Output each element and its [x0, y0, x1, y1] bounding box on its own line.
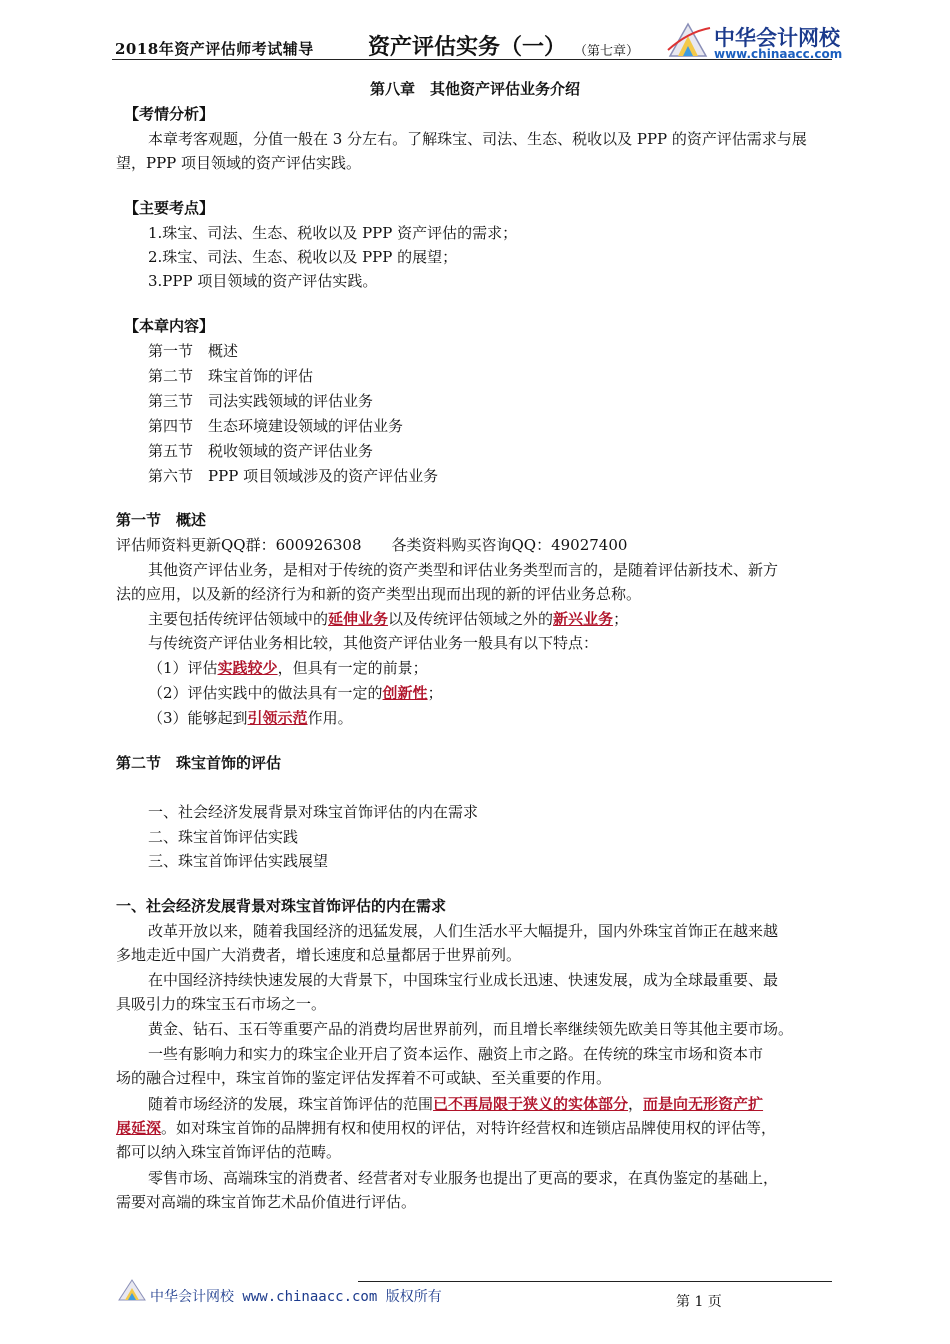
header-chapter-tag: （第七章）: [574, 44, 640, 59]
feature-item-1: （1）评估实践较少，但具有一定的前景；: [148, 659, 428, 677]
logo-url: www.chinaacc.com: [714, 47, 843, 61]
section2-para4-line2: 场的融合过程中，珠宝首饰的鉴定评估发挥着不可或缺、至关重要的作用。: [116, 1069, 612, 1087]
section2-para3: 黄金、钻石、玉石等重要产品的消费均居世界前列，而且增长率继续领先欧美日等其他主要市场。: [148, 1020, 794, 1038]
keyword-innovation: 创新性: [382, 684, 428, 702]
exam-analysis-line2: 望，PPP 项目领域的资产评估实践。: [116, 154, 362, 172]
outline-item: 三、珠宝首饰评估实践展望: [148, 852, 329, 870]
feature-item-3: （3）能够起到引领示范作用。: [148, 709, 353, 727]
section2-para5-line2: 展延深。如对珠宝首饰的品牌拥有权和使用权的评估，对特许经营权和连锁店品牌使用权的评估等，: [116, 1119, 777, 1137]
outline-item: 二、珠宝首饰评估实践: [148, 828, 299, 846]
section2-para5-line1: 随着市场经济的发展，珠宝首饰评估的范围已不再局限于狭义的实体部分，而是向无形资产扩: [148, 1095, 764, 1113]
qq-info-line: 评估师资料更新QQ群：600926308 各类资料购买咨询QQ：49027400: [116, 536, 628, 554]
page-number: 第 1 页: [676, 1294, 722, 1310]
section1-para2: 主要包括传统评估领域中的延伸业务以及传统评估领域之外的新兴业务；: [148, 610, 629, 628]
section2-para2-line1: 在中国经济持续快速发展的大背景下，中国珠宝行业成长迅速、快速发展，成为全球最重要、最: [148, 971, 779, 989]
section1-para1-line2: 法的应用，以及新的经济行为和新的资产类型出现而出现的新的评估业务总称。: [116, 585, 642, 603]
contents-section-item: 第四节 生态环境建设领域的评估业务: [148, 417, 404, 435]
section2-heading: 第二节 珠宝首饰的评估: [116, 754, 282, 772]
contents-heading: 【本章内容】: [124, 317, 215, 335]
contents-section-item: 第五节 税收领域的资产评估业务: [148, 442, 374, 460]
footer-copyright: 中华会计网校 www.chinaacc.com 版权所有: [150, 1289, 442, 1305]
section2-para6-line2: 需要对高端的珠宝首饰艺术品价值进行评估。: [116, 1193, 417, 1211]
subsection-heading: 一、社会经济发展背景对珠宝首饰评估的内在需求: [116, 897, 447, 915]
exam-analysis-heading: 【考情分析】: [124, 105, 215, 123]
section2-para6-line1: 零售市场、高端珠宝的消费者、经营者对专业服务也提出了更高的要求，在真伪鉴定的基础上，: [148, 1169, 779, 1187]
keyword-emerging-business: 新兴业务: [553, 610, 614, 628]
footer-divider: [358, 1281, 832, 1282]
logo-mark-icon: [666, 20, 712, 60]
footer-logo-icon: [117, 1278, 147, 1302]
contents-section-item: 第六节 PPP 项目领域涉及的资产评估业务: [148, 467, 439, 485]
chapter-title: 第八章 其他资产评估业务介绍: [369, 80, 580, 98]
section2-para2-line2: 具吸引力的珠宝玉石市场之一。: [116, 995, 327, 1013]
contents-section-item: 第二节 珠宝首饰的评估: [148, 367, 314, 385]
contents-section-item: 第一节 概述: [148, 342, 239, 360]
keyword-few-practices: 实践较少: [217, 659, 278, 677]
section2-para4-line1: 一些有影响力和实力的珠宝企业开启了资本运作、融资上市之路。在传统的珠宝市场和资本市: [148, 1045, 764, 1063]
exam-analysis-line1: 本章考客观题，分值一般在 3 分左右。了解珠宝、司法、生态、税收以及 PPP 的资产评估需求与展: [148, 130, 807, 148]
section1-heading: 第一节 概述: [116, 511, 207, 529]
key-point-item: 3.PPP 项目领域的资产评估实践。: [148, 272, 378, 290]
contents-section-item: 第三节 司法实践领域的评估业务: [148, 392, 374, 410]
section2-para5-line3: 都可以纳入珠宝首饰评估的范畴。: [116, 1143, 342, 1161]
section2-para1-line2: 多地走近中国广大消费者，增长速度和总量都居于世界前列。: [116, 946, 522, 964]
header-course-title: 资产评估实务（一）: [368, 35, 567, 60]
section1-para1-line1: 其他资产评估业务，是相对于传统的资产类型和评估业务类型而言的，是随着评估新技术、新方: [148, 561, 779, 579]
keyword-beyond-physical: 已不再局限于狭义的实体部分: [433, 1095, 629, 1113]
header-course-series: 2018年资产评估师考试辅导: [115, 40, 314, 58]
key-point-item: 1.珠宝、司法、生态、税收以及 PPP 资产评估的需求；: [148, 224, 518, 242]
outline-item: 一、社会经济发展背景对珠宝首饰评估的内在需求: [148, 803, 479, 821]
key-point-item: 2.珠宝、司法、生态、税收以及 PPP 的展望；: [148, 248, 458, 266]
section2-para1-line1: 改革开放以来，随着我国经济的迅猛发展，人们生活水平大幅提升，国内外珠宝首饰正在越来越: [148, 922, 779, 940]
keyword-intangible-extension-cont: 展延深: [116, 1119, 162, 1137]
logo-text: 中华会计网校: [714, 26, 840, 50]
key-points-heading: 【主要考点】: [124, 199, 215, 217]
feature-item-2: （2）评估实践中的做法具有一定的创新性；: [148, 684, 443, 702]
keyword-extension-business: 延伸业务: [328, 610, 389, 628]
section1-para3: 与传统资产评估业务相比较，其他资产评估业务一般具有以下特点：: [148, 634, 599, 652]
keyword-leading-demo: 引领示范: [247, 709, 308, 727]
keyword-intangible-extension: 而是向无形资产扩: [643, 1095, 764, 1113]
